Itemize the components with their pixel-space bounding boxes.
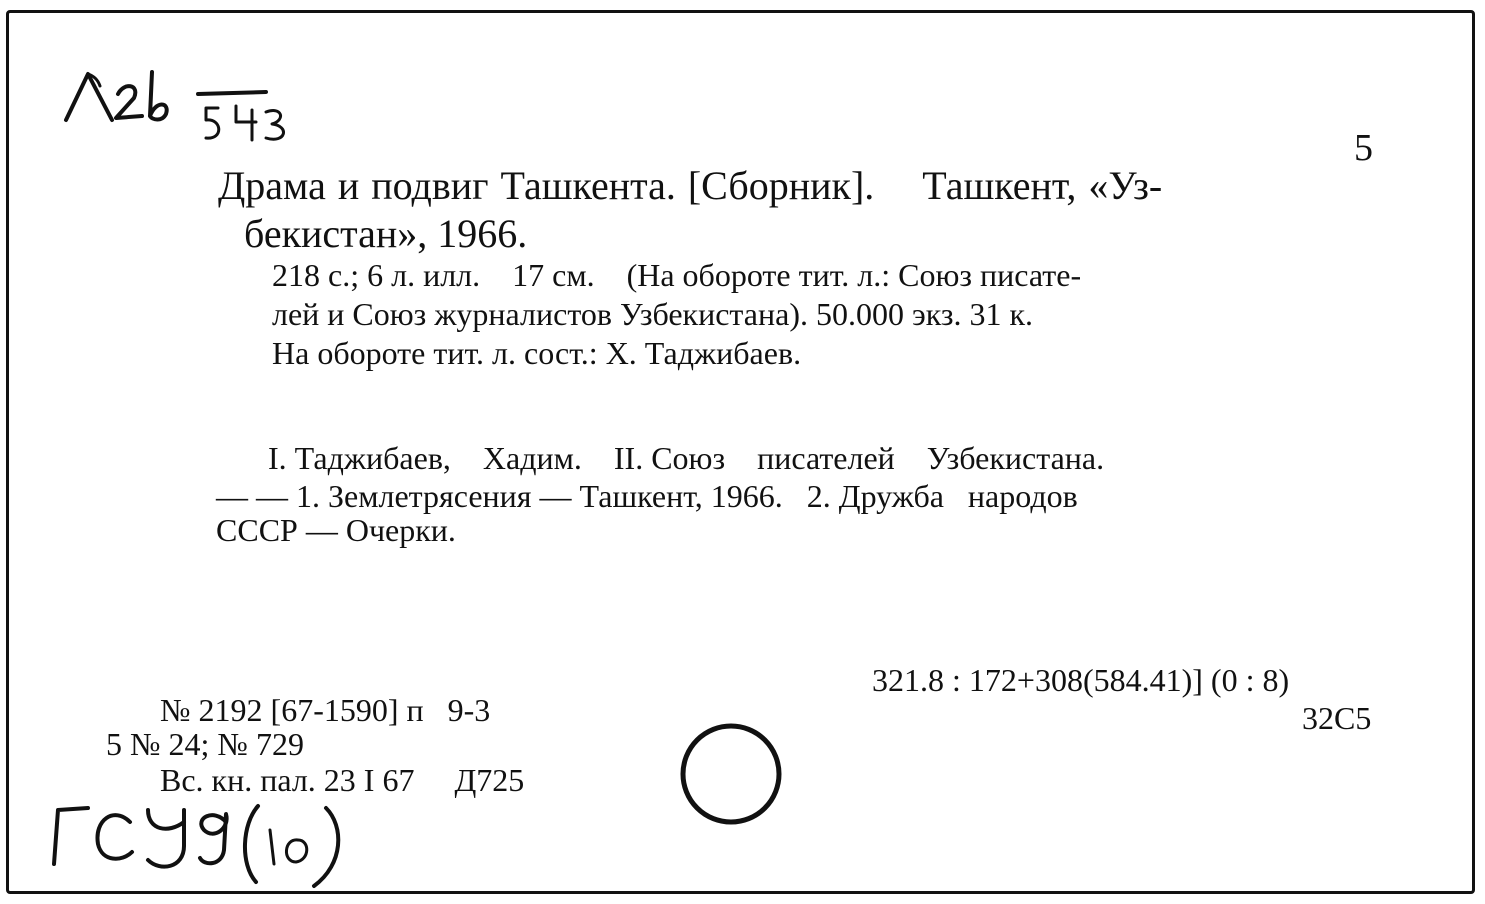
description-line-3: На обороте тит. л. сост.: Х. Таджибаев. [272,335,802,371]
order-line-3: Вс. кн. пал. 23 I 67 Д725 [160,762,525,798]
description-line-2: лей и Союз журналистов Узбекистана). 50.000 экз. 31 к. [272,296,1034,332]
description-line-1: 218 с.; 6 л. илл. 17 см. (На обороте тит. л.: Союз писате- [272,257,1082,293]
card-punch-hole [676,722,786,832]
tracing-line-1: I. Таджибаев, Хадим. II. Союз писателей Узбекистана. [268,440,1105,476]
classification-index: 321.8 : 172+308(584.41)] (0 : 8) [872,662,1290,698]
handwritten-shelfmark-bottom [44,800,364,890]
title-line-1: Драма и подвиг Ташкента. [Сборник]. Ташкент, «Уз- [218,163,1163,208]
cutter-number: 32С5 [1302,700,1372,736]
tracing-line-2: — — 1. Землетрясения — Ташкент, 1966. 2. Дружба народов [216,478,1078,514]
order-line-2: 5 № 24; № 729 [106,726,304,762]
title-line-2: бекистан», 1966. [244,211,528,256]
tracing-line-3: СССР — Очерки. [216,512,456,548]
handwritten-shelfmark-top [60,66,320,166]
order-line-1: № 2192 [67-1590] п 9-3 [160,692,491,728]
card-number: 5 [1354,127,1373,169]
